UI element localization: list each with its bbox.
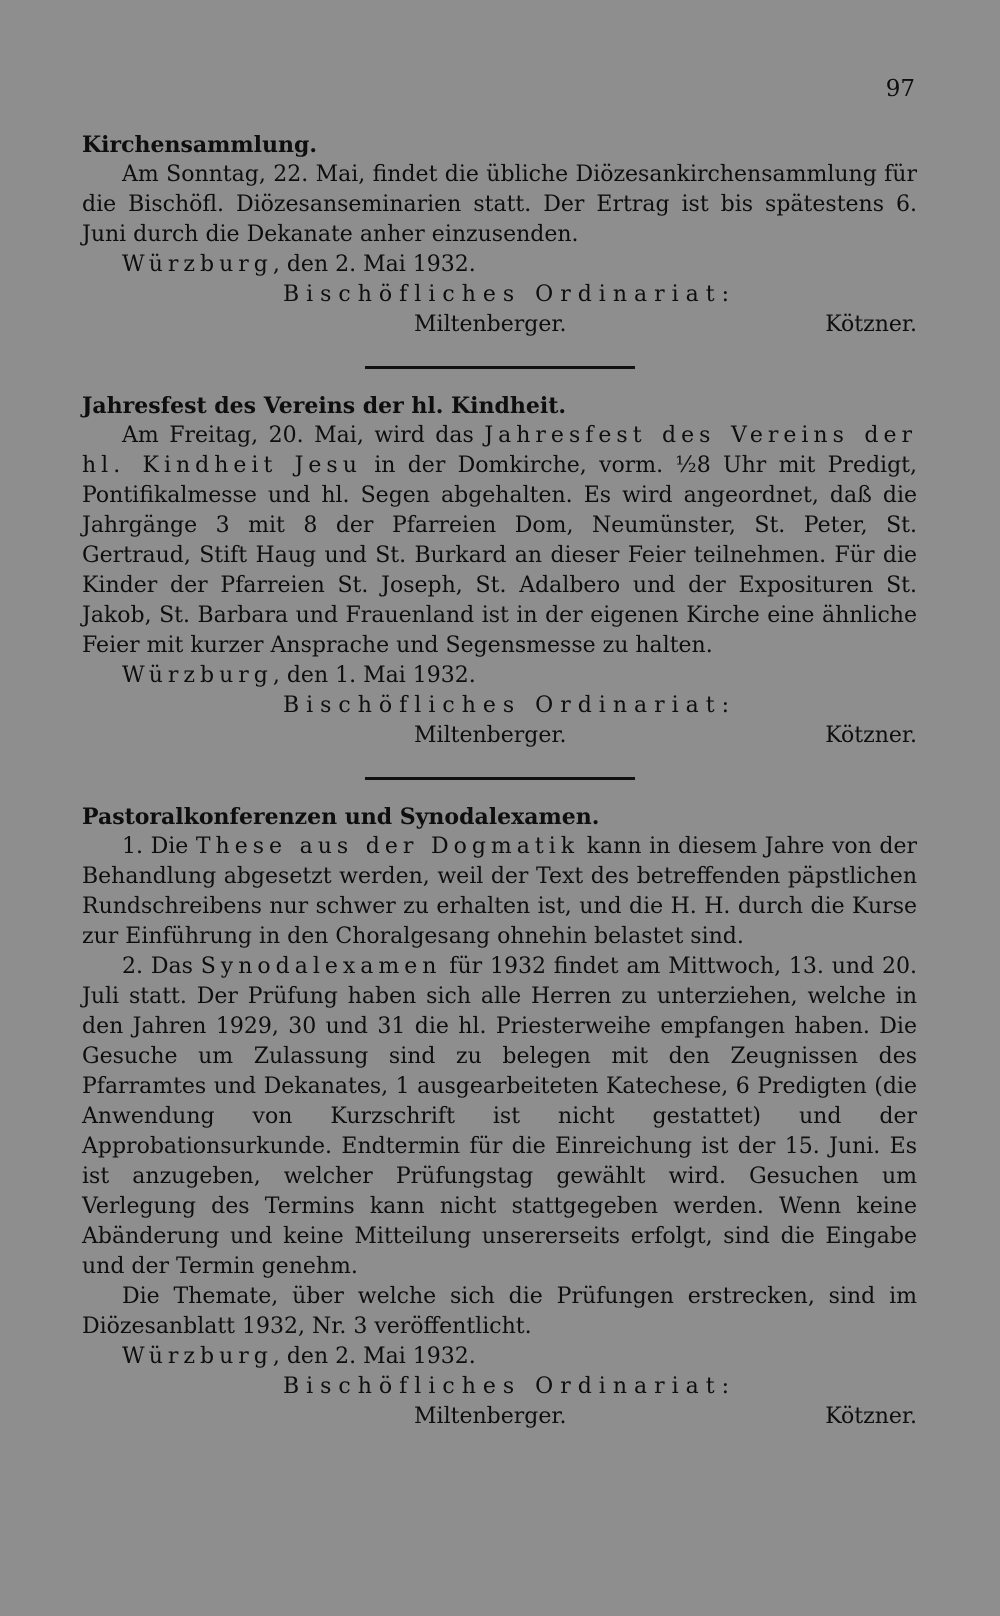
place-name: Würzburg <box>122 1344 273 1369</box>
section-divider <box>365 366 635 369</box>
place-name: Würzburg <box>122 663 273 688</box>
signer-miltenberger: Miltenberger. <box>414 723 567 748</box>
spaced-text: Synodalexamen <box>200 954 442 979</box>
section-heading: Pastoralkonferenzen und Synodalexamen. <box>82 804 600 830</box>
ordinariat-line: Bischöfliches Ordinariat: <box>282 1374 737 1399</box>
place-date-line <box>82 661 917 691</box>
signature-row <box>82 1402 917 1432</box>
signature-row <box>82 310 917 340</box>
ordinariat-line: Bischöfliches Ordinariat: <box>282 693 737 718</box>
date-text: , den 2. Mai 1932. <box>272 252 476 277</box>
spaced-text: Jahresfest des Vereins der hl. Kindheit Jesu <box>82 423 917 478</box>
signature-row <box>82 721 917 751</box>
paragraph <box>82 421 917 661</box>
signer-koetzner: Kötzner. <box>825 1404 917 1429</box>
spaced-text: These aus der Dogmatik <box>195 834 580 859</box>
ordinariat-line: Bischöfliches Ordinariat: <box>282 282 737 307</box>
text-run: für 1932 findet am Mittwoch, 13. und 20. Juli statt. Der Prüfung haben sich alle Herren zu unterziehen, welche in den Jahren 1929, 30 und 31 die hl. Priesterweihe empfangen haben. Die Gesuche um Zulassung sind zu belegen mit den Zeugnissen des Pfarramtes und Dekanates, 1 ausgearbeiteten Katechese, 6 Predigten (die Anwendung von Kurzschrift ist nicht gestattet) und der Approbationsurkunde. Endtermin für die Einreichung ist der 15. Juni. Es ist anzugeben, welcher Prüfungstag gewählt wird. Gesuchen um Verlegung des Termins kann nicht stattgegeben werden. Wenn keine Abänderung und keine Mitteilung unsererseits erfolgt, sind die Eingabe und der Termin genehm. <box>82 954 917 1279</box>
signer-koetzner: Kötzner. <box>825 723 917 748</box>
paragraph: Am Sonntag, 22. Mai, findet die übliche Diözesankirchensammlung für die Bischöfl. Diözesanseminarien statt. Der Ertrag ist bis spätestens 6. Juni durch die Dekanate anher einzusenden. <box>82 162 917 247</box>
section-pastoralkonferenzen <box>82 802 917 1432</box>
text-run: 1. Die <box>122 834 196 859</box>
text-run: in der Domkirche, vorm. ½8 Uhr mit Predigt, Pontifikalmesse und hl. Segen abgehalten. Es wird angeordnet, daß die Jahrgänge 3 mit 8 der Pfarreien Dom, Neumünster, St. Peter, St. Gertraud, Stift Haug und St. Burkard an dieser Feier teilnehmen. Für die Kinder der Pfarreien St. Joseph, St. Adalbero und der Exposituren St. Jakob, St. Barbara und Frauenland ist in der eigenen Kirche eine ähnliche Feier mit kurzer Ansprache und Segensmesse zu halten. <box>82 453 918 658</box>
section-heading: Jahresfest des Vereins der hl. Kindheit. <box>82 393 567 419</box>
place-date-line <box>82 1342 917 1372</box>
signer-koetzner: Kötzner. <box>825 312 917 337</box>
date-text: , den 2. Mai 1932. <box>272 1344 476 1369</box>
date-text: , den 1. Mai 1932. <box>272 663 476 688</box>
signer-miltenberger: Miltenberger. <box>414 312 567 337</box>
section-kirchensammlung <box>82 130 917 340</box>
section-divider <box>365 777 635 780</box>
place-name: Würzburg <box>122 252 273 277</box>
paragraph: Die Themate, über welche sich die Prüfungen erstrecken, sind im Diözesanblatt 1932, Nr. 3 veröffentlicht. <box>82 1284 917 1339</box>
text-run: Am Freitag, 20. Mai, wird das <box>122 423 485 448</box>
text-run: 2. Das <box>122 954 201 979</box>
signer-miltenberger: Miltenberger. <box>414 1404 567 1429</box>
page-content <box>82 130 917 1432</box>
paragraph <box>82 952 917 1282</box>
section-heading: Kirchensammlung. <box>82 132 318 158</box>
paragraph <box>82 832 917 952</box>
section-jahresfest <box>82 391 917 751</box>
text-run: kann in diesem Jahre von der Behandlung abgesetzt werden, weil der Text des betreffenden päpstlichen Rundschreibens nur schwer zu erhalten ist, und die H. H. durch die Kurse zur Einführung in den Choralgesang ohnehin belastet sind. <box>82 834 918 949</box>
place-date-line <box>82 250 917 280</box>
page-number: 97 <box>885 76 915 102</box>
